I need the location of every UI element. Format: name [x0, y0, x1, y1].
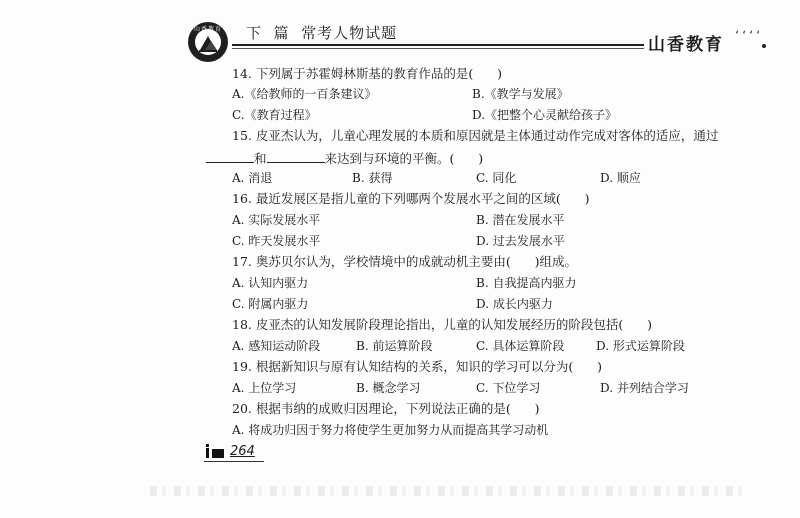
logo-text: 山香教育: [193, 26, 222, 33]
question-14-stem: 14. 下列属于苏霍姆林斯基的教育作品的是( ): [232, 66, 502, 81]
question-15-option-c: C. 同化: [476, 171, 517, 185]
question-14-option-d: D.《把整个心灵献给孩子》: [472, 108, 618, 122]
question-18-option-d: D. 形式运算阶段: [596, 339, 685, 353]
question-16-option-a: A. 实际发展水平: [232, 213, 321, 227]
question-16-option-c: C. 昨天发展水平: [232, 234, 321, 248]
header-rule-thin: [232, 48, 644, 49]
footer-rule: [204, 461, 264, 462]
question-19-option-c: C. 下位学习: [476, 381, 541, 395]
question-15-and: 和: [254, 151, 267, 166]
brand-dot: [762, 44, 766, 48]
answer-blank-1: [206, 150, 254, 163]
question-15-option-d: D. 顺应: [600, 171, 641, 185]
question-15-option-a: A. 消退: [232, 171, 273, 185]
question-17-option-b: B. 自我提高内驱力: [476, 276, 577, 290]
question-15-option-b: B. 获得: [352, 171, 393, 185]
question-18-option-b: B. 前运算阶段: [356, 339, 433, 353]
header-rule: [232, 44, 644, 46]
brand-marks: ‘‘‘‘: [734, 30, 763, 41]
question-19-option-a: A. 上位学习: [232, 381, 297, 395]
section-title: 下 篇 常考人物试题: [246, 24, 398, 42]
question-16-stem: 16. 最近发展区是指儿童的下列哪两个发展水平之间的区域( ): [232, 191, 590, 206]
question-19-option-d: D. 并列结合学习: [600, 381, 689, 395]
question-14-option-a: A.《给教师的一百条建议》: [232, 87, 377, 101]
question-18-stem: 18. 皮亚杰的认知发展阶段理论指出，儿童的认知发展经历的阶段包括( ): [232, 317, 652, 332]
question-20-stem: 20. 根据韦纳的成败归因理论，下列说法正确的是( ): [232, 401, 540, 416]
question-19-stem: 19. 根据新知识与原有认知结构的关系，知识的学习可以分为( ): [232, 359, 602, 374]
question-17-stem: 17. 奥苏贝尔认为，学校情境中的成就动机主要由( )组成。: [232, 254, 577, 269]
question-16-option-b: B. 潜在发展水平: [476, 213, 565, 227]
question-18-option-c: C. 具体运算阶段: [476, 339, 565, 353]
scan-bleed-through: [150, 486, 750, 496]
page-header: [0, 0, 800, 62]
question-19-option-b: B. 概念学习: [356, 381, 421, 395]
question-15-stem-continued: [206, 150, 483, 167]
brand-name: 山香教育: [648, 35, 724, 55]
question-14-option-c: C.《教育过程》: [232, 108, 317, 122]
question-17-option-d: D. 成长内驱力: [476, 297, 553, 311]
question-15-stem: 15. 皮亚杰认为，儿童心理发展的本质和原因就是主体通过动作完成对客体的适应，通过: [232, 128, 719, 143]
question-18-option-a: A. 感知运动阶段: [232, 339, 321, 353]
page-number: 264: [230, 444, 255, 459]
question-15-stem-rest: 来达到与环境的平衡。( ): [324, 151, 484, 166]
question-17-option-c: C. 附属内驱力: [232, 297, 309, 311]
question-17-option-a: A. 认知内驱力: [232, 276, 309, 290]
publisher-logo-icon: [188, 22, 228, 62]
question-14-option-b: B.《教学与发展》: [472, 87, 569, 101]
question-16-option-d: D. 过去发展水平: [476, 234, 565, 248]
page-marker-icon: [206, 446, 230, 460]
answer-blank-2: [267, 150, 325, 163]
question-20-option-a: A. 将成功归因于努力将使学生更加努力从而提高其学习动机: [232, 423, 549, 437]
